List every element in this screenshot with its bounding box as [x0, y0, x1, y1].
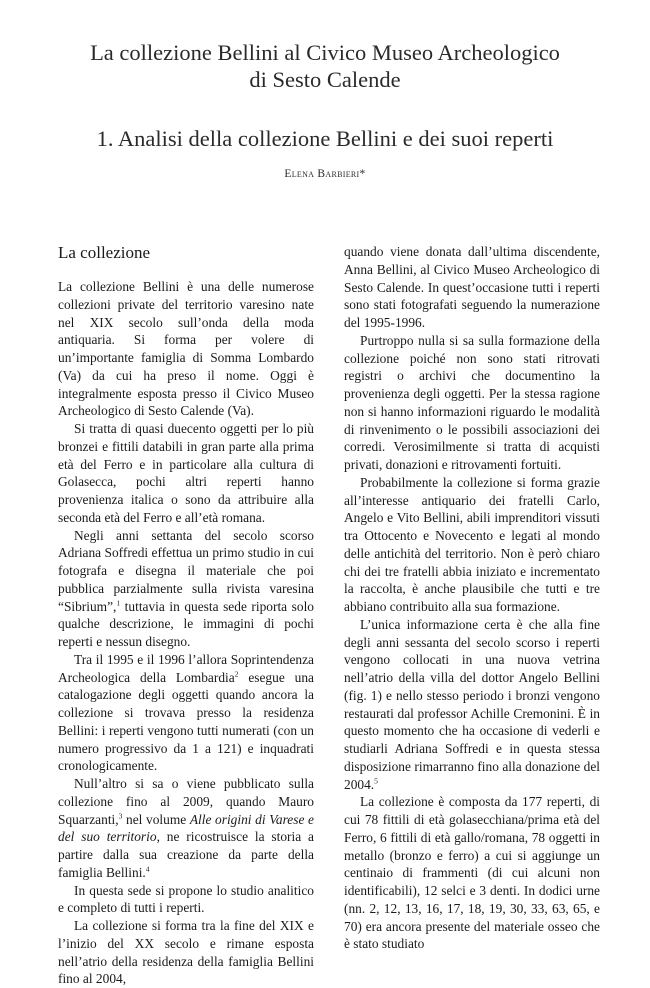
paragraph: In questa sede si propone lo studio analitico e completo di tutti i reperti. [58, 882, 314, 916]
footnote-ref: 3 [118, 811, 123, 821]
footnote-ref: 1 [116, 598, 121, 608]
text: tuttavia in questa sede riporta solo qualche descrizione, le immagini di pochi reperti e nessun disegno. [58, 598, 314, 649]
text: L’unica informazione certa è che alla fine degli anni sessanta del secolo scorso i reperti vengono collocati in una nuova vetrina nell’atrio della villa del dottor Angelo Bellini (fig. 1) e nello stesso periodo i bronzi vengono restaurati dal professor Achille Cremonini. È in questo momento che ha occasione di vederli e studiarli Adriana Soffredi e in questa stessa disposizione rimarranno fino alla donazione del 2004. [344, 616, 600, 792]
paragraph [344, 616, 600, 794]
text: Null’altro si sa o viene pubblicato sulla collezione fino al 2009, quando Mauro Squarzanti, [58, 776, 314, 827]
author-footnote-mark: * [359, 168, 366, 180]
text: esegue una catalogazione degli oggetti quando ancora la collezione si trovava presso la residenza Bellini: i reperti vengono tutti numerati (con un numero progressivo da 1 a 121) e inquadrati cronologicamente. [58, 669, 314, 774]
paragraph [58, 775, 314, 882]
text: , ne ricostruisce la storia a partire dalla sua creazione da parte della famiglia Bellini. [58, 829, 314, 880]
book-title: Alle origini di Varese e del suo territorio [58, 811, 314, 845]
footnote-ref: 5 [374, 776, 378, 786]
chapter-title: 1. Analisi della collezione Bellini e dei suoi reperti [96, 126, 554, 151]
author-line [0, 168, 650, 180]
paper-title-line2: di Sesto Calende [249, 67, 401, 92]
paragraph: La collezione è composta da 177 reperti, di cui 78 fittili di età golasecchiana/prima età del Ferro, 6 fittili di età gallo/romana, 78 oggetti in metallo (bronzo e ferro) a cui si aggiunge un centinaio di frammenti (di cui alcuni non identificabili), 12 selci e 3 denti. In dodici urne (nn. 2, 12, 13, 16, 17, 18, 19, 30, 33, 63, 65, e 70) era ancora presente del materiale osseo che è stato studiato [344, 794, 600, 952]
paragraph [58, 527, 314, 651]
author-name: Elena Barbieri [284, 168, 360, 180]
paragraph [58, 651, 314, 775]
section-heading: La collezione [58, 243, 151, 262]
paragraph: La collezione Bellini è una delle numerose collezioni private del territorio varesino nate nel XIX secolo sull’onda della moda antiquaria. Si forma per volere di un’importante famiglia di Somma Lombardo (Va) da cui ha preso il nome. Oggi è integralmente esposta presso il Civico Museo Archeologico di Sesto Calende (Va). [58, 279, 314, 419]
footnote-ref: 4 [145, 864, 150, 874]
footnote-ref: 2 [234, 669, 239, 679]
paragraph: Probabilmente la collezione si forma grazie all’interesse antiquario dei fratelli Carlo, Angelo e Vito Bellini, abili imprenditori vissuti tra Ottocento e Novecento e legati al mondo delle antichità del territorio. Non è però chiaro chi dei tre fratelli abbia iniziato e incrementato la raccolta, è anche plausibile che tutti e tre abbiano contribuito alla sua formazione. [344, 474, 600, 614]
paper-title-line1: La collezione Bellini al Civico Museo Archeologico [90, 40, 560, 65]
text: nel volume [122, 811, 190, 827]
paragraph: Si tratta di quasi duecento oggetti per lo più bronzei e fittili databili in gran parte alla prima età del Ferro e in particolare alla cultura di Golasecca, pochi altri reperti hanno provenienza italica o sono da attribuire alla seconda età del Ferro e all’età romana. [58, 421, 314, 525]
paragraph: quando viene donata dall’ultima discendente, Anna Bellini, al Civico Museo Archeologico di Sesto Calende. In quest’occasione tutti i reperti sono stati fotografati seguendo la numerazione del 1995-1996. [344, 244, 600, 330]
right-column [344, 243, 600, 953]
left-column [58, 278, 314, 988]
text: Tra il 1995 e il 1996 l’allora Soprintendenza Archeologica della Lombardia [58, 651, 314, 685]
paragraph: Purtroppo nulla si sa sulla formazione della collezione poiché non sono stati ritrovati registri o archivi che documentino la provenienza degli oggetti. Per la stessa ragione non si hanno informazioni riguardo le modalità di rinvenimento o le possibili associazioni dei corredi. Verosimilmente si tratta di acquisti privati, donazioni e ritrovamenti fortuiti. [344, 332, 600, 472]
paragraph: La collezione si forma tra la fine del XIX e l’inizio del XX secolo e rimane esposta nell’atrio della residenza della famiglia Bellini fino al 2004, [58, 918, 314, 987]
text: Negli anni settanta del secolo scorso Adriana Soffredi effettua un primo studio in cui fotografa e disegna il materiale che poi pubblica parzialmente sulla rivista varesina “Sibrium”, [58, 527, 314, 614]
